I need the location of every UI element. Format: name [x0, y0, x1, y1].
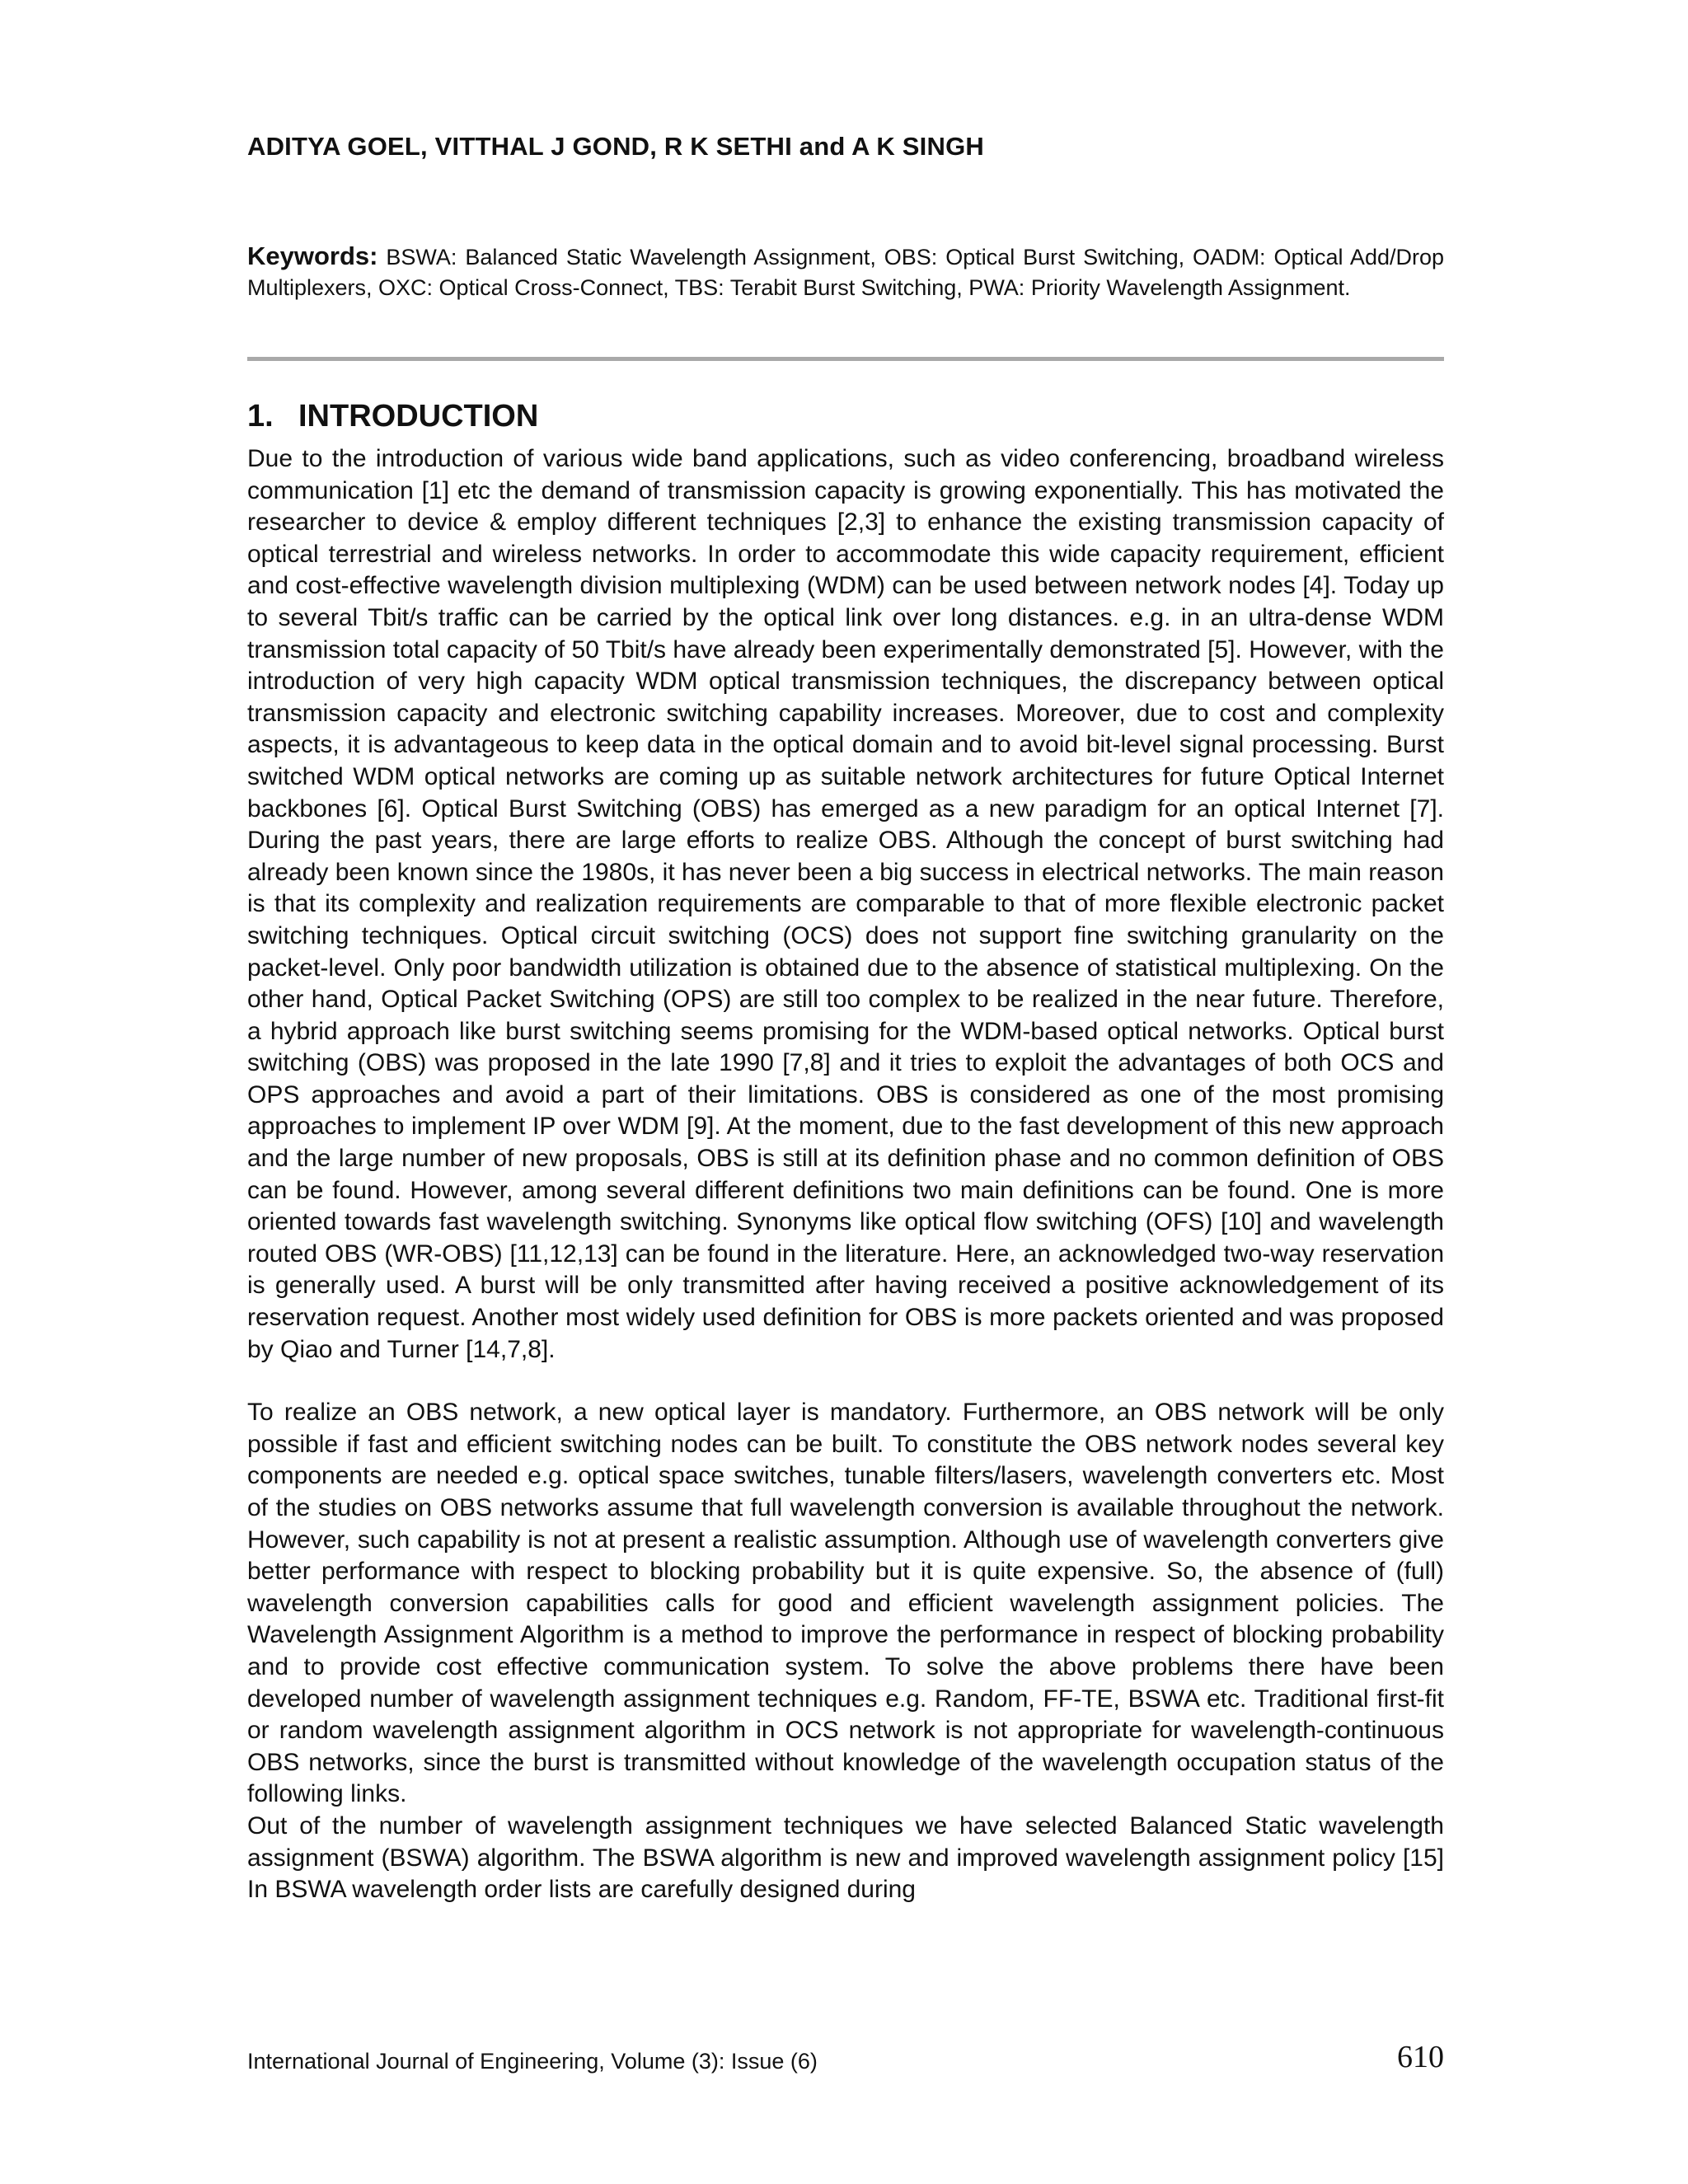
keywords-text: BSWA: Balanced Static Wavelength Assignment, OBS: Optical Burst Switching, OADM: Optical Add/Drop Multiplexers, OXC: Optical Cross-Connect, TBS: Terabit Burst Switching, PWA: Priority Wavelength Assignment.	[247, 245, 1444, 300]
section-heading	[247, 399, 538, 434]
paper-page	[247, 0, 1444, 2184]
footer-page-number: 610	[1397, 2040, 1444, 2074]
section-number: 1.	[247, 399, 274, 434]
body-text	[247, 443, 1444, 1906]
paragraph-3: Out of the number of wavelength assignment techniques we have selected Balanced Static wavelength assignment (BSWA) algorithm. The BSWA algorithm is new and improved wavelength assignment policy [15] In BSWA wavelength order lists are carefully designed during	[247, 1811, 1444, 1904]
footer-journal: International Journal of Engineering, Volume (3): Issue (6)	[247, 2049, 818, 2074]
paragraph-2: To realize an OBS network, a new optical layer is mandatory. Furthermore, an OBS network will be only possible if fast and efficient switching nodes can be built. To constitute the OBS network nodes several key components are needed e.g. optical space switches, tunable filters/lasers, wavelength converters etc. Most of the studies on OBS networks assume that full wavelength conversion is available throughout the network. However, such capability is not at present a realistic assumption. Although use of wavelength converters give better performance with respect to blocking probability but it is quite expensive. So, the absence of (full) wavelength conversion capabilities calls for good and efficient wavelength assignment policies. The Wavelength Assignment Algorithm is a method to improve the performance in respect of blocking probability and to provide cost effective communication system. To solve the above problems there have been developed number of wavelength assignment techniques e.g. Random, FF-TE, BSWA etc. Traditional first-fit or random wavelength assignment algorithm in OCS network is not appropriate for wavelength-continuous OBS networks, since the burst is transmitted without knowledge of the wavelength occupation status of the following links.	[247, 1399, 1444, 1808]
running-head-authors: ADITYA GOEL, VITTHAL J GOND, R K SETHI and A K SINGH	[247, 132, 984, 161]
section-title: INTRODUCTION	[298, 399, 539, 434]
keywords-label: Keywords:	[247, 241, 378, 270]
paragraph-1: Due to the introduction of various wide band applications, such as video conferencing, broadband wireless communication [1] etc the demand of transmission capacity is growing exponentially. This has motivated the researcher to device & employ different techniques [2,3] to enhance the existing transmission capacity of optical terrestrial and wireless networks. In order to accommodate this wide capacity requirement, efficient and cost-effective wavelength division multiplexing (WDM) can be used between network nodes [4]. Today up to several Tbit/s traffic can be carried by the optical link over long distances. e.g. in an ultra-dense WDM transmission total capacity of 50 Tbit/s have already been experimentally demonstrated [5]. However, with the introduction of very high capacity WDM optical transmission techniques, the discrepancy between optical transmission capacity and electronic switching capability increases. Moreover, due to cost and complexity aspects, it is advantageous to keep data in the optical domain and to avoid bit-level signal processing. Burst switched WDM optical networks are coming up as suitable network architectures for future Optical Internet backbones [6]. Optical Burst Switching (OBS) has emerged as a new paradigm for an optical Internet [7]. During the past years, there are large efforts to realize OBS. Although the concept of burst switching had already been known since the 1980s, it has never been a big success in electrical networks. The main reason is that its complexity and realization requirements are comparable to that of more flexible electronic packet switching techniques. Optical circuit switching (OCS) does not support fine switching granularity on the packet-level. Only poor bandwidth utilization is obtained due to the absence of statistical multiplexing. On the other hand, Optical Packet Switching (OPS) are still too complex to be realized in the near future. Therefore, a hybrid approach like burst switching seems promising for the WDM-based optical networks. Optical burst switching (OBS) was proposed in the late 1990 [7,8] and it tries to exploit the advantages of both OCS and OPS approaches and avoid a part of their limitations. OBS is considered as one of the most promising approaches to implement IP over WDM [9]. At the moment, due to the fast development of this new approach and the large number of new proposals, OBS is still at its definition phase and no common definition of OBS can be found. However, among several different definitions two main definitions can be found. One is more oriented towards fast wavelength switching. Synonyms like optical flow switching (OFS) [10] and wavelength routed OBS (WR-OBS) [11,12,13] can be found in the literature. Here, an acknowledged two-way reservation is generally used. A burst will be only transmitted after having received a positive acknowledgement of its reservation request. Another most widely used definition for OBS is more packets oriented and was proposed by Qiao and Turner [14,7,8].	[247, 445, 1444, 1363]
keywords-block	[247, 241, 1444, 303]
section-divider	[247, 357, 1444, 361]
